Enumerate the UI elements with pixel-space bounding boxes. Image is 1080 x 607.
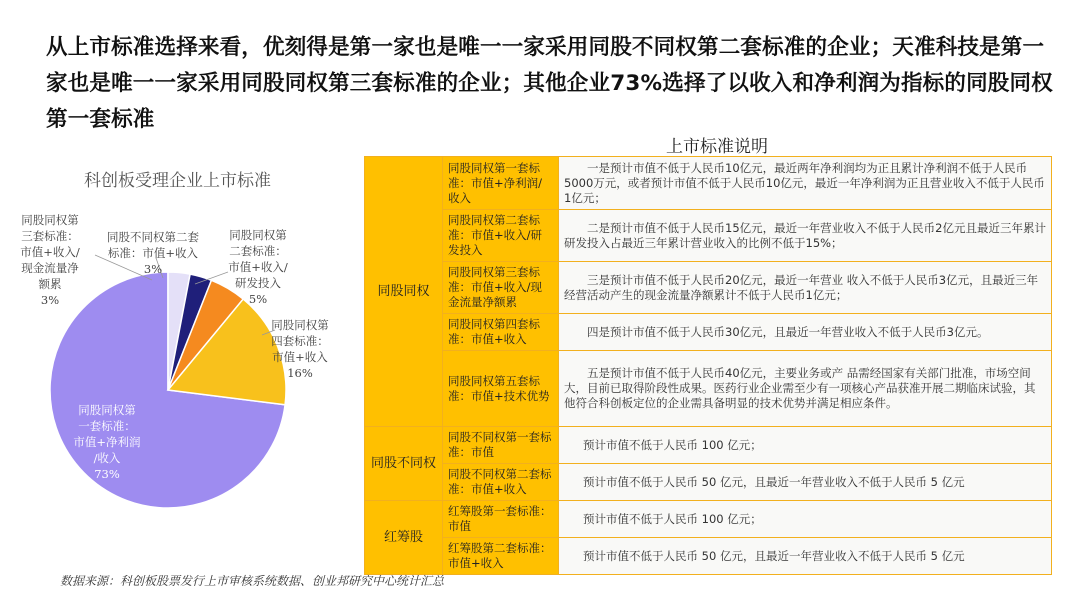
category-cell: 红筹股 <box>365 501 443 575</box>
standard-desc: 预计市值不低于人民币 100 亿元； <box>559 427 1052 464</box>
label-second-standard <box>224 227 292 307</box>
standard-name: 同股同权第一套标准：市值+净利润/收入 <box>443 157 559 210</box>
label-line: 市值+收入 <box>272 350 328 364</box>
standard-name: 同股同权第三套标准：市值+收入/现金流量净额累 <box>443 262 559 314</box>
table-row <box>365 351 1052 427</box>
standard-name: 同股同权第二套标准：市值+收入/研发投入 <box>443 210 559 262</box>
standard-name: 同股同权第五套标准：市值+技术优势 <box>443 351 559 427</box>
label-line: 四套标准： <box>271 334 329 348</box>
category-cell: 同股同权 <box>365 157 443 427</box>
table-title: 上市标准说明 <box>666 137 768 157</box>
table-row <box>365 262 1052 314</box>
label-line: 标准：市值+收入 <box>107 246 199 260</box>
label-line: 市值+收入/ <box>20 245 80 259</box>
label-line: /收入 <box>93 451 121 465</box>
standard-desc: 四是预计市值不低于人民币30亿元，且最近一年营业收入不低于人民币3亿元。 <box>559 314 1052 351</box>
label-line: 16% <box>287 366 313 380</box>
standard-name: 同股不同权第一套标准：市值 <box>443 427 559 464</box>
standard-desc: 预计市值不低于人民币 50 亿元，且最近一年营业收入不低于人民币 5 亿元 <box>559 464 1052 501</box>
label-line: 研发投入 <box>235 276 281 290</box>
listing-standards-table <box>364 156 1052 575</box>
table-row <box>365 464 1052 501</box>
label-line: 三套标准： <box>21 229 79 243</box>
table-row <box>365 538 1052 575</box>
standard-desc: 二是预计市值不低于人民币15亿元，最近一年营业收入不低于人民币2亿元且最近三年累计研发投入占最近三年累计营业收入的比例不低于15%； <box>559 210 1052 262</box>
standard-desc: 五是预计市值不低于人民币40亿元，主要业务或产 品需经国家有关部门批准，市场空间大，目前已取得阶段性成果。医药行业企业需至少有一项核心产品获准开展二期临床试验，其他符合科创板定位的企业需具备明显的技术优势并满足相应条件。 <box>559 351 1052 427</box>
table-row <box>365 501 1052 538</box>
label-line: 额累 <box>38 277 62 291</box>
label-line: 同股同权第 <box>229 228 287 242</box>
label-line: 一套标准： <box>78 419 136 433</box>
label-line: 3% <box>143 262 163 276</box>
label-line: 同股同权第 <box>78 403 136 417</box>
label-line: 市值+收入/ <box>228 260 288 274</box>
label-line: 5% <box>248 292 268 306</box>
label-line: 现金流量净 <box>21 261 79 275</box>
label-fourth-standard <box>258 317 342 381</box>
standard-name: 红筹股第二套标准：市值+收入 <box>443 538 559 575</box>
standard-desc: 预计市值不低于人民币 50 亿元，且最近一年营业收入不低于人民币 5 亿元 <box>559 538 1052 575</box>
standard-desc: 三是预计市值不低于人民币20亿元，最近一年营业 收入不低于人民币3亿元，且最近三年经营活动产生的现金流量净额累计不低于人民币1亿元； <box>559 262 1052 314</box>
label-line: 市值+净利润 <box>73 435 141 449</box>
headline: 从上市标准选择来看，优刻得是第一家也是唯一一家采用同股不同权第二套标准的企业；天准科技是第一家也是唯一一家采用同股同权第三套标准的企业；其他企业73%选择了以收入和净利润为指标的同股同权第一套标准 <box>46 35 1053 132</box>
standard-name: 同股同权第四套标准：市值+收入 <box>443 314 559 351</box>
table-row <box>365 314 1052 351</box>
label-dual-class-second <box>94 229 212 277</box>
label-line: 同股同权第 <box>271 318 329 332</box>
label-line: 同股同权第 <box>21 213 79 227</box>
chart-title: 科创板受理企业上市标准 <box>84 171 271 191</box>
label-line: 3% <box>40 293 60 307</box>
label-first-standard <box>62 402 152 482</box>
label-line: 二套标准： <box>229 244 287 258</box>
category-cell: 同股不同权 <box>365 427 443 501</box>
table-row <box>365 157 1052 210</box>
label-line: 同股不同权第二套 <box>107 230 199 244</box>
table-row <box>365 427 1052 464</box>
data-source-note: 数据来源：科创板股票发行上市审核系统数据、创业邦研究中心统计汇总 <box>60 574 445 588</box>
label-line: 73% <box>94 467 120 481</box>
label-third-standard <box>8 212 92 308</box>
standard-name: 红筹股第一套标准：市值 <box>443 501 559 538</box>
table-row <box>365 210 1052 262</box>
standard-name: 同股不同权第二套标准：市值+收入 <box>443 464 559 501</box>
standard-desc: 一是预计市值不低于人民币10亿元，最近两年净利润均为正且累计净利润不低于人民币5000万元，或者预计市值不低于人民币10亿元，最近一年净利润为正且营业收入不低于人民币1亿元； <box>559 157 1052 210</box>
standard-desc: 预计市值不低于人民币 100 亿元； <box>559 501 1052 538</box>
